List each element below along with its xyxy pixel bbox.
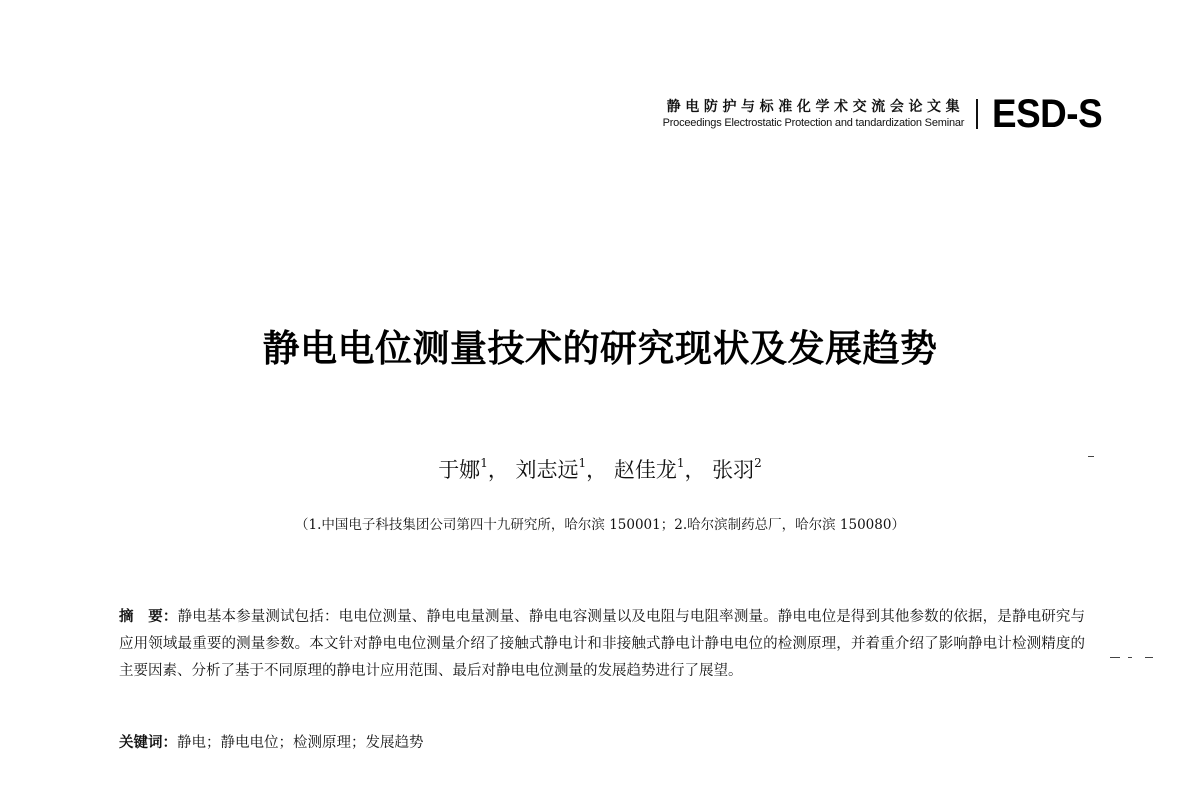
author-affil-mark: 2 [754,456,762,470]
header-divider [976,99,978,129]
keywords-text: 静电；静电电位；检测原理；发展趋势 [177,735,424,751]
author-list [0,454,1200,484]
author [516,458,608,482]
scan-speck [1088,456,1094,457]
running-header [663,92,1112,136]
keywords [119,731,1085,755]
abstract-text: 静电基本参量测试包括：电电位测量、静电电量测量、静电电容测量以及电阻与电阻率测量。静电电位是得到其他参数的依据，是静电研究与应用领域最重要的测量参数。本文针对静电电位测量介绍了接触式静电计和非接触式静电计静电电位的检测原理，并着重介绍了影响静电计检测精度的主要因素、分析了基于不同原理的静电计应用范围、最后对静电电位测量的发展趋势进行了展望。 [119,609,1086,679]
keywords-label: 关键词： [119,735,177,751]
abstract [119,604,1085,685]
scan-speck [1128,657,1132,658]
author-name: 于娜 [438,458,481,482]
author-affil-mark: 1 [578,456,587,470]
proceedings-title-cn: 静电防护与标准化学术交流会论文集 [666,99,965,115]
author-name: 赵佳龙 [613,458,677,482]
author-separator: ， [487,458,509,482]
scan-speck [1145,657,1153,658]
paper-title: 静电电位测量技术的研究现状及发展趋势 [262,326,938,370]
author [438,458,509,482]
proceedings-title-en: Proceedings Electrostatic Protection and tandardization Seminar [662,117,965,129]
author-name: 张羽 [712,458,755,482]
author [712,458,762,482]
author-separator: ， [586,458,608,482]
author-name: 刘志远 [515,458,579,482]
abstract-label: 摘 要： [119,609,178,625]
author [614,458,706,482]
header-text [663,98,965,130]
affiliations: （1.中国电子科技集团公司第四十九研究所，哈尔滨 150001；2.哈尔滨制药总厂，哈尔滨 150080） [295,517,905,533]
author-affil-mark: 1 [676,456,685,470]
author-affil-mark: 1 [480,456,488,470]
esd-logo: ESD-S [992,92,1103,136]
scan-speck [1110,657,1120,658]
author-separator: ， [684,458,706,482]
